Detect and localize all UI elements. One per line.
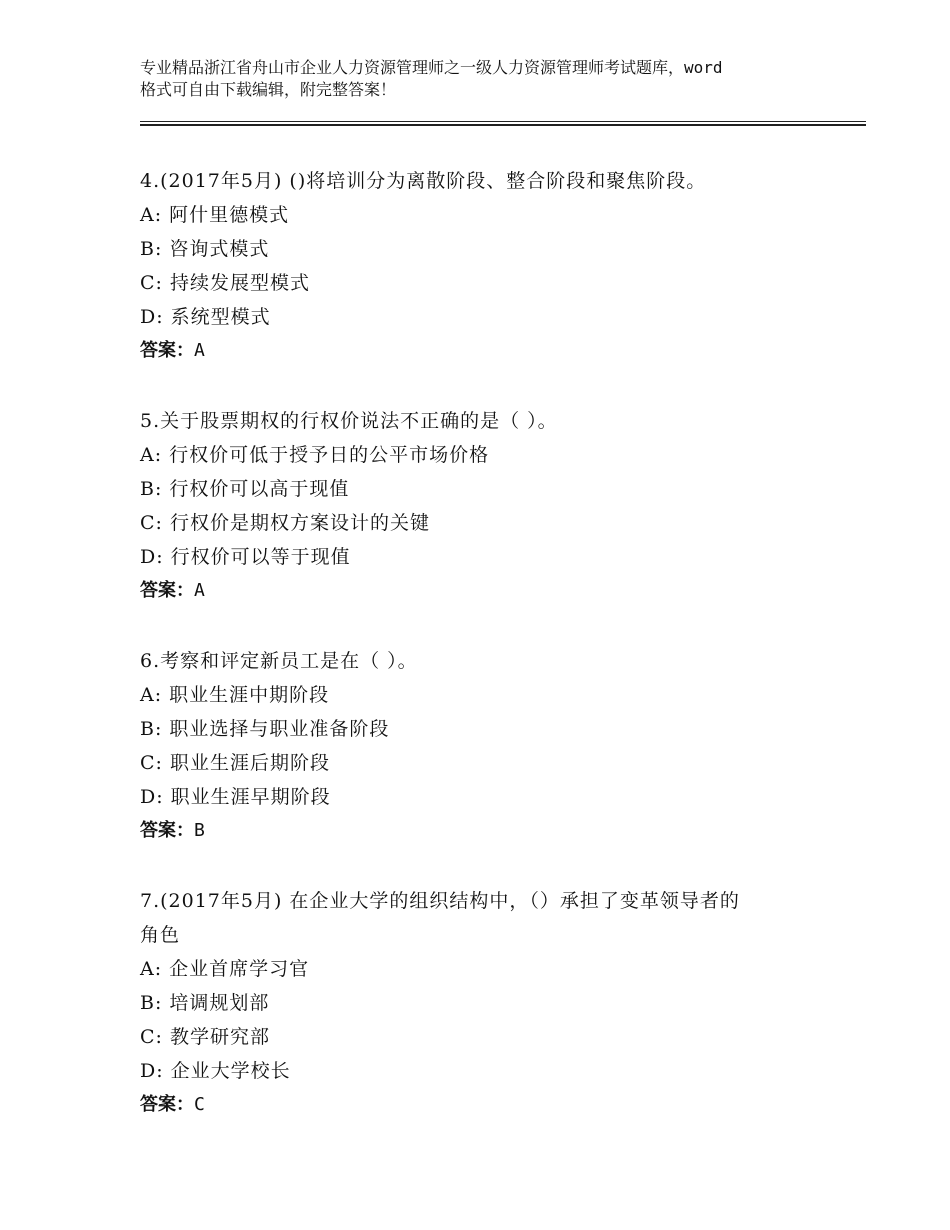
question-7: [140, 884, 840, 1122]
answer-value: A: [194, 580, 205, 601]
question-stem: 4.(2017年5月) ()将培训分为离散阶段、整合阶段和聚焦阶段。: [140, 170, 707, 192]
question-list: [140, 164, 840, 1122]
option-b: B: 职业选择与职业准备阶段: [140, 718, 390, 740]
answer-line: [140, 1088, 840, 1122]
answer-value: A: [194, 340, 205, 361]
header-divider-thick: [140, 124, 866, 126]
question-stem: 5.关于股票期权的行权价说法不正确的是（ ）。: [140, 410, 558, 432]
option-c: C: 职业生涯后期阶段: [140, 752, 330, 774]
question-spacer: [140, 608, 840, 644]
header-title-line-1: 专业精品浙江省舟山市企业人力资源管理师之一级人力资源管理师考试题库，word: [140, 58, 723, 77]
answer-value: B: [194, 820, 205, 841]
option-d: D: 职业生涯早期阶段: [140, 786, 331, 808]
question-stem: 7.(2017年5月) 在企业大学的组织结构中，（）承担了变革领导者的: [140, 890, 740, 912]
answer-label: 答案：: [140, 580, 194, 601]
option-a: A: 阿什里德模式: [140, 204, 290, 226]
question-5: [140, 404, 840, 608]
option-d: D: 系统型模式: [140, 306, 271, 328]
answer-value: C: [194, 1094, 205, 1115]
option-a: A: 职业生涯中期阶段: [140, 684, 330, 706]
question-spacer: [140, 368, 840, 404]
option-d: D: 行权价可以等于现值: [140, 546, 351, 568]
option-b: B: 咨询式模式: [140, 238, 270, 260]
document-header: [140, 57, 830, 101]
answer-label: 答案：: [140, 1094, 194, 1115]
option-c: C: 持续发展型模式: [140, 272, 310, 294]
question-6: [140, 644, 840, 848]
option-c: C: 教学研究部: [140, 1026, 270, 1048]
question-4: [140, 164, 840, 368]
option-b: B: 培调规划部: [140, 992, 270, 1014]
option-a: A: 企业首席学习官: [140, 958, 310, 980]
option-d: D: 企业大学校长: [140, 1060, 291, 1082]
answer-line: [140, 574, 840, 608]
answer-line: [140, 334, 840, 368]
option-b: B: 行权价可以高于现值: [140, 478, 350, 500]
answer-label: 答案：: [140, 340, 194, 361]
question-stem: 6.考察和评定新员工是在（ ）。: [140, 650, 418, 672]
question-spacer: [140, 848, 840, 884]
answer-line: [140, 814, 840, 848]
question-stem-continued: 角色: [140, 924, 181, 946]
answer-label: 答案：: [140, 820, 194, 841]
option-c: C: 行权价是期权方案设计的关键: [140, 512, 430, 534]
header-divider-thin: [140, 121, 866, 122]
header-title-line-2: 格式可自由下载编辑，附完整答案！: [140, 80, 397, 99]
option-a: A: 行权价可低于授予日的公平市场价格: [140, 444, 490, 466]
